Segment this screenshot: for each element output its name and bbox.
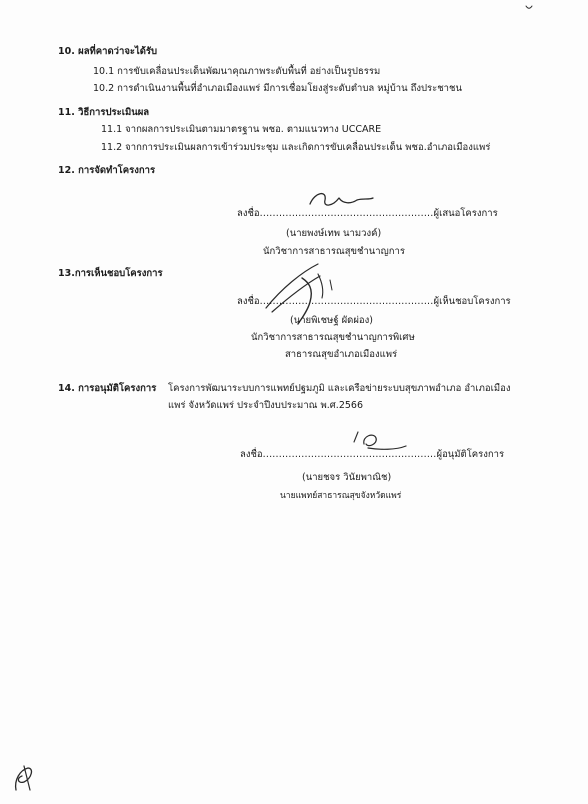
section-10-heading: 10. ผลที่คาดว่าจะได้รับ (58, 46, 158, 57)
section-10-item-1: 10.1 การขับเคลื่อนประเด็นพัฒนาคุณภาพระดับพื้นที่ อย่างเป็นรูปธรรม (93, 66, 381, 77)
approver-sign-line (240, 447, 504, 462)
sign-label: ลงชื่อ (237, 296, 260, 307)
section-10-item-2: 10.2 การดำเนินงานพื้นที่อำเภอเมืองแพร่ มีการเชื่อมโยงสู่ระดับตำบล หมู่บ้าน ถึงประชาชน (93, 83, 462, 94)
sign-label: ลงชื่อ (237, 208, 260, 219)
proposer-name: (นายพงษ์เทพ นามวงค์) (286, 228, 382, 239)
sign-dots: ...................................................... (259, 208, 434, 219)
endorser-name: (นายพิเชษฐ์ ผัดผ่อง) (290, 315, 373, 326)
section-11-heading: 11. วิธีการประเมินผล (58, 107, 150, 118)
endorser-role: ผู้เห็นชอบโครงการ (433, 296, 511, 307)
endorser-sign-line (237, 294, 511, 309)
sign-label: ลงชื่อ (240, 449, 263, 460)
section-11-item-2: 11.2 จากการประเมินผลการเข้าร่วมประชุม และเกิดการขับเคลื่อนประเด็น พชอ.อำเภอเมืองแพร่ (101, 142, 491, 153)
margin-initials (10, 760, 40, 796)
section-11-item-1: 11.1 จากผลการประเมินตามมาตรฐาน พชอ. ตามแนวทาง UCCARE (101, 124, 382, 135)
endorser-title-1: นักวิชาการสาธารณสุขชำนาญการพิเศษ (251, 332, 415, 343)
sign-dots: ...................................................... (262, 449, 437, 460)
endorser-title-2: สาธารณสุขอำเภอเมืองแพร่ (285, 349, 398, 360)
proposer-role: ผู้เสนอโครงการ (433, 208, 498, 219)
section-13-heading: 13.การเห็นชอบโครงการ (58, 268, 163, 279)
section-14-heading: 14. การอนุมัติโครงการ (58, 383, 157, 394)
corner-mark (524, 4, 534, 12)
approver-role: ผู้อนุมัติโครงการ (436, 449, 505, 460)
approver-name: (นายชจร วินัยพาณิช) (302, 472, 392, 483)
section-12-heading: 12. การจัดทำโครงการ (58, 165, 156, 176)
sign-dots: ...................................................... (259, 296, 434, 307)
proposer-title: นักวิชาการสาธารณสุขชำนาญการ (263, 246, 405, 257)
section-14-text-1: โครงการพัฒนาระบบการแพทย์ปฐมภูมิ และเครือข่ายระบบสุขภาพอำเภอ อำเภอเมือง (168, 383, 511, 394)
section-14-text-2: แพร่ จังหวัดแพร่ ประจำปีงบประมาณ พ.ศ.2566 (168, 400, 363, 411)
proposer-sign-line (237, 206, 498, 221)
approver-title: นายแพทย์สาธารณสุขจังหวัดแพร่ (280, 491, 402, 501)
